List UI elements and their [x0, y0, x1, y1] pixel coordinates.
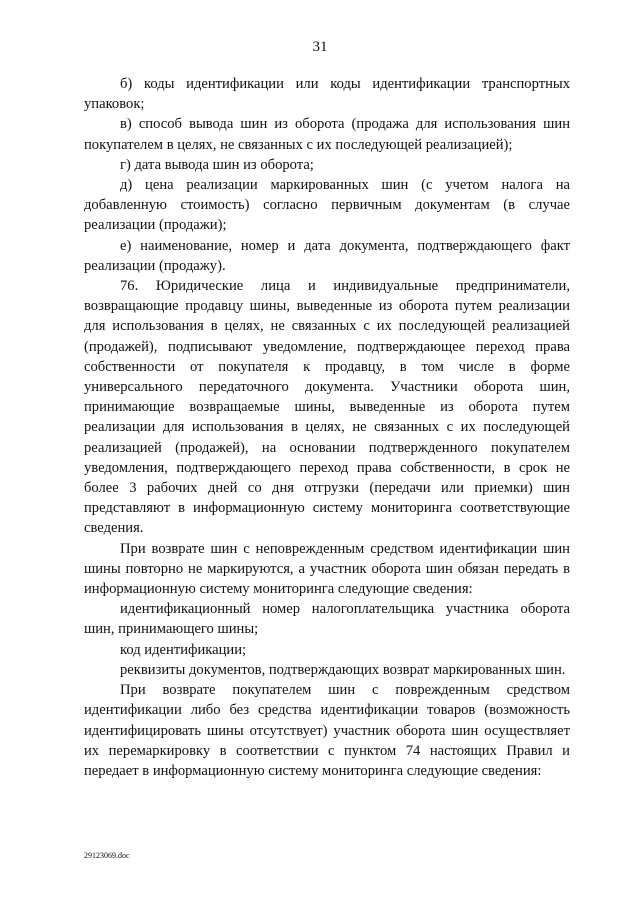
paragraph-undamaged-return: При возврате шин с неповрежденным средством идентификации шин шины повторно не маркируются, а участник оборота шин обязан передать в информационную систему мониторинга следующие сведения:: [84, 540, 570, 598]
paragraph-damaged-return: При возврате покупателем шин с поврежденным средством идентификации либо без средства идентификации товаров (возможность идентифицировать шины отсутствует) участник оборота шин осуществляет их перемаркировку в соответствии с пунктом 74 настоящих Правил и передает в информационную систему мониторинга следующие сведения:: [84, 682, 570, 779]
paragraph-taxpayer-id: идентификационный номер налогоплательщика участника оборота шин, принимающего шины;: [84, 601, 570, 638]
paragraph-d-sale-price: д) цена реализации маркированных шин (с учетом налога на добавленную стоимость) согласно первичным документам (в случае реализации (продажи);: [84, 177, 570, 234]
document-body: [84, 74, 570, 781]
footer-document-code: 29123069.doc: [84, 851, 130, 860]
paragraph-v-withdrawal-method: в) способ вывода шин из оборота (продажа для использования шин покупателем в целях, не связанных с их последующей реализацией);: [84, 116, 570, 153]
paragraph-return-documents: реквизиты документов, подтверждающих возврат маркированных шин.: [120, 661, 566, 678]
page-number: 31: [312, 39, 328, 55]
paragraph-g-withdrawal-date: г) дата вывода шин из оборота;: [120, 156, 314, 173]
paragraph-76-returns: 76. Юридические лица и индивидуальные предприниматели, возвращающие продавцу шины, выведенные из оборота путем реализации для использования в целях, не связанных с их последующей реализацией (продажей), подписывают уведомление, подтверждающее переход права собственности от покупателя к продавцу, в том числе в форме универсального передаточного документа. Участники оборота шин, принимающие возвращаемые шины, выведенные из оборота путем реализации для использования в целях, не связанных с их последующей реализацией (продажей), на основании подтвержденного покупателем уведомления, подтверждающего переход права собственности, в срок не более 3 рабочих дней со дня отгрузки (передачи или приемки) шин представляют в информационную систему мониторинга соответствующие сведения.: [84, 278, 570, 537]
paragraph-b-identification-codes: б) коды идентификации или коды идентификации транспортных упаковок;: [84, 76, 570, 113]
paragraph-e-document-details: е) наименование, номер и дата документа, подтверждающего факт реализации (продажу).: [84, 237, 570, 274]
paragraph-identification-code: код идентификации;: [120, 641, 247, 658]
